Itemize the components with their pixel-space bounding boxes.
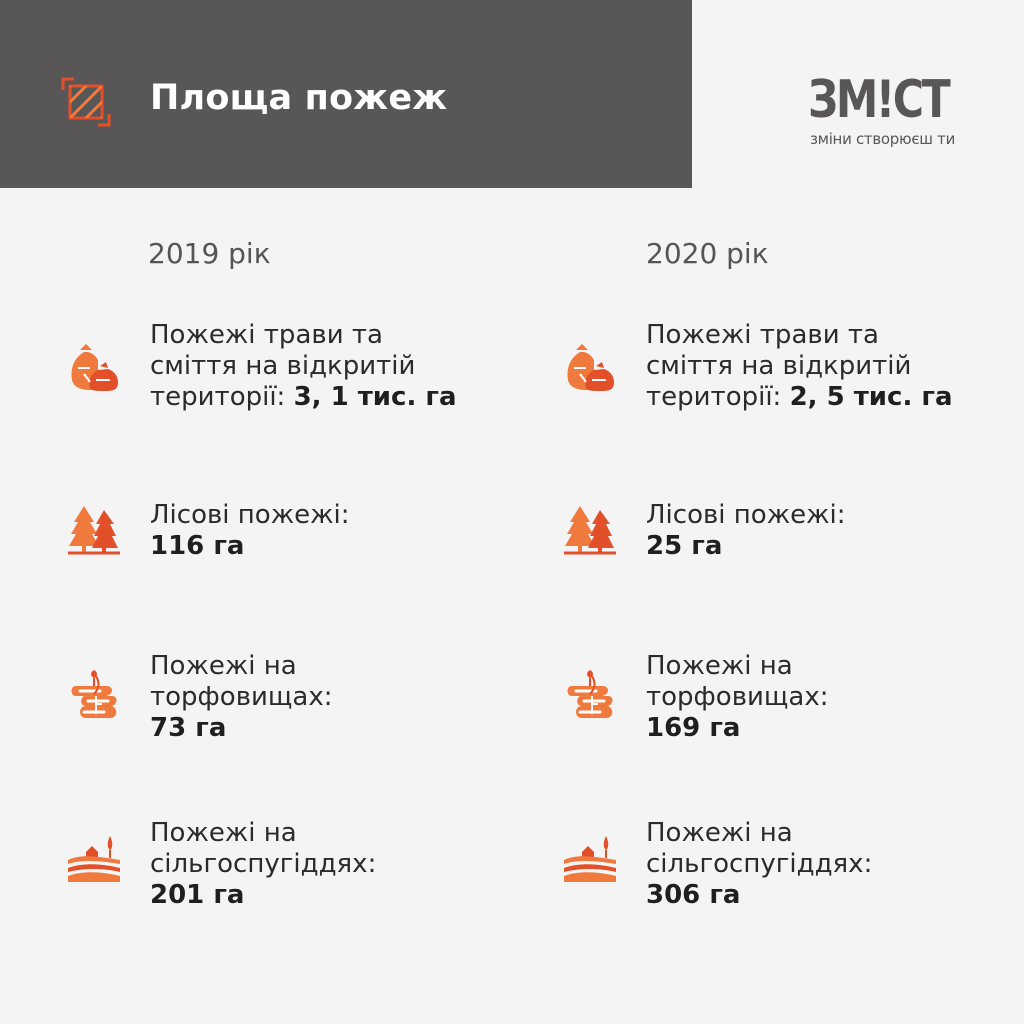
list-item	[150, 320, 457, 413]
page-title: Площа пожеж	[150, 78, 448, 118]
area-hatch-icon	[60, 76, 112, 128]
item-line: сільгоспугіддях:	[646, 849, 873, 879]
item-value: 201 га	[150, 880, 245, 910]
item-value: 2, 5 тис. га	[789, 382, 953, 412]
logo-tagline: зміни створюєш ти	[810, 130, 956, 148]
garbage-bags-icon	[66, 338, 122, 394]
item-value: 3, 1 тис. га	[293, 382, 457, 412]
farmland-icon	[66, 830, 122, 886]
list-item	[646, 651, 828, 744]
peat-bog-icon	[562, 666, 618, 722]
item-line: Пожежі на	[646, 818, 793, 848]
brand-logo	[808, 72, 958, 152]
list-item	[150, 500, 350, 562]
list-item	[646, 500, 846, 562]
list-item	[646, 320, 953, 413]
list-item	[646, 818, 872, 911]
year-heading-2019: 2019 рік	[148, 237, 271, 270]
item-line: сільгоспугіддях:	[150, 849, 377, 879]
header-banner	[0, 0, 692, 188]
forest-fire-icon	[66, 500, 122, 556]
peat-bog-icon	[66, 666, 122, 722]
year-heading-2020: 2020 рік	[646, 237, 769, 270]
item-line: Лісові пожежі:	[646, 500, 846, 530]
garbage-bags-icon	[562, 338, 618, 394]
item-line: Пожежі трави та	[150, 320, 383, 350]
farmland-icon	[562, 830, 618, 886]
list-item	[150, 651, 332, 744]
item-value: 73 га	[150, 713, 227, 743]
item-value: 169 га	[646, 713, 741, 743]
item-line: торфовищах:	[646, 682, 829, 712]
item-line: території:	[646, 382, 790, 412]
item-line: сміття на відкритій	[646, 351, 912, 381]
list-item	[150, 818, 376, 911]
item-line: Пожежі на	[150, 818, 297, 848]
item-value: 306 га	[646, 880, 741, 910]
item-line: торфовищах:	[150, 682, 333, 712]
item-line: Лісові пожежі:	[150, 500, 350, 530]
forest-fire-icon	[562, 500, 618, 556]
item-line: Пожежі на	[150, 651, 297, 681]
item-value: 116 га	[150, 531, 245, 561]
item-line: території:	[150, 382, 294, 412]
item-value: 25 га	[646, 531, 723, 561]
item-line: Пожежі трави та	[646, 320, 879, 350]
item-line: сміття на відкритій	[150, 351, 416, 381]
item-line: Пожежі на	[646, 651, 793, 681]
logo-wordmark: ЗМ!СТ	[808, 70, 949, 130]
